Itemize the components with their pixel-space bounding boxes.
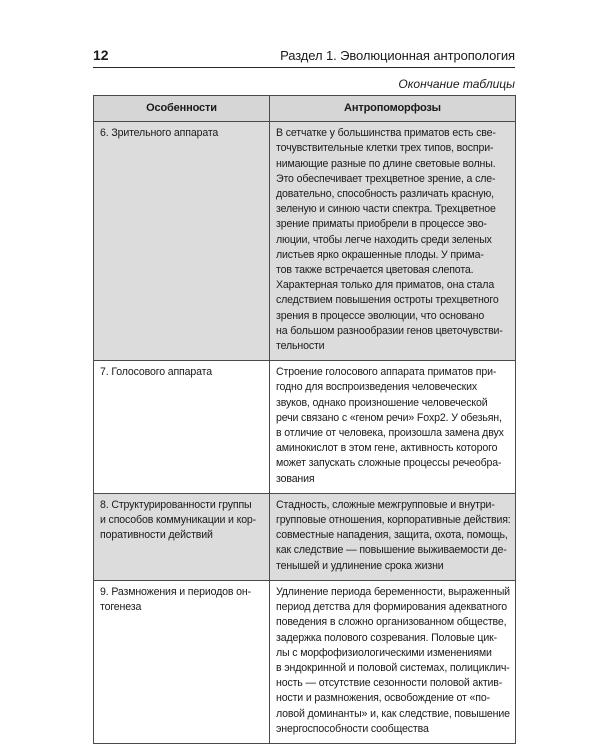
description-line: может запускать сложные процессы речеобра- — [276, 457, 502, 470]
description-line: на большом разнообразии генов цветочувстви- — [276, 324, 503, 337]
description-line: точувствительные клетки трех типов, воспри- — [276, 142, 494, 155]
description-line: В сетчатке у большинства приматов есть све- — [276, 127, 496, 140]
running-head: Раздел 1. Эволюционная антропология — [280, 48, 515, 63]
description-line: ности и размножения, освобождение от «по- — [276, 692, 490, 705]
description-line: речи связано с «геном речи» Foxp2. У обезьян, — [276, 411, 502, 424]
description-line: зеленую и синюю части спектра. Трехцветное — [276, 203, 496, 216]
feature-cell — [94, 122, 270, 361]
description-line: следствием повышения остроты трехцветного — [276, 294, 499, 307]
description-line: зрение приматы приобрели в процессе эво- — [276, 218, 487, 231]
description-line: годно для воспроизведения человеческих — [276, 381, 478, 394]
description-line: период детства для формирования адекватного — [276, 601, 507, 614]
description-line: ловой доминанты» и, как следствие, повышение — [276, 707, 510, 720]
feature-line: 6. Зрительного аппарата — [100, 127, 219, 140]
feature-line: 9. Размножения и периодов он- — [100, 585, 251, 598]
feature-line: поративности действий — [100, 529, 213, 542]
description-line: поведения в сложно организованном обществе, — [276, 616, 507, 629]
description-line: зования — [276, 472, 315, 485]
table-row — [94, 580, 516, 743]
description-cell — [270, 122, 516, 361]
description-line: Характерная только для приматов, она стала — [276, 279, 495, 292]
table-row — [94, 493, 516, 580]
description-line: ность — отсутствие сезонности половой актив- — [276, 677, 503, 690]
table-caption: Окончание таблицы — [398, 77, 515, 91]
column-header-features: Особенности — [94, 96, 270, 122]
feature-line: тогенеза — [100, 601, 142, 614]
description-line: задержка полового созревания. Половые цик- — [276, 631, 497, 644]
description-line: тов также встречается цветовая слепота. — [276, 264, 474, 277]
description-line: Удлинение периода беременности, выраженный — [276, 585, 510, 598]
description-line: энергоспособности сообщества — [276, 722, 429, 735]
page-number: 12 — [93, 47, 109, 63]
description-line: в эндокринной и половой системах, полициклич- — [276, 661, 510, 674]
description-line: групповые отношения, корпоративные действия: — [276, 514, 511, 527]
table-row — [94, 122, 516, 361]
description-line: совместные нападения, защита, охота, помощь, — [276, 529, 508, 542]
feature-cell — [94, 493, 270, 580]
description-line: довательно, способность различать красную, — [276, 188, 494, 201]
feature-line: и способов коммуникации и кор- — [100, 514, 257, 527]
features-table — [93, 95, 516, 744]
description-cell — [270, 580, 516, 743]
feature-line: 8. Структурированности группы — [100, 498, 252, 511]
description-line: в отличие от человека, произошла замена двух — [276, 427, 504, 440]
description-line: зрения в процессе эволюции, что основано — [276, 309, 485, 322]
description-line: люции, чтобы легче находить среди зеленых — [276, 233, 492, 246]
description-line: звуков, однако произношение человеческой — [276, 396, 488, 409]
table-row — [94, 361, 516, 494]
description-cell — [270, 493, 516, 580]
column-header-anthropomorphoses: Антропоморфозы — [270, 96, 516, 122]
description-line: тенышей и удлинение срока жизни — [276, 559, 444, 572]
description-line: нимающие разные по длине световые волны. — [276, 157, 496, 170]
description-line: лы с морфофизиологическими изменениями — [276, 646, 492, 659]
feature-line: 7. Голосового аппарата — [100, 366, 212, 379]
description-line: листьев ярко окрашенные плоды. У прима- — [276, 248, 484, 261]
description-line: Стадность, сложные межгрупповые и внутри- — [276, 498, 495, 511]
description-line: Строение голосового аппарата приматов при- — [276, 366, 497, 379]
page-header — [93, 45, 515, 68]
feature-cell — [94, 580, 270, 743]
feature-cell — [94, 361, 270, 494]
description-line: как следствие — повышение выживаемости де- — [276, 544, 507, 557]
description-cell — [270, 361, 516, 494]
description-line: тельности — [276, 340, 325, 353]
table-header-row — [94, 96, 516, 122]
description-line: Это обеспечивает трехцветное зрение, а сле- — [276, 172, 496, 185]
description-line: аминокислот в этом гене, активность которого — [276, 442, 498, 455]
